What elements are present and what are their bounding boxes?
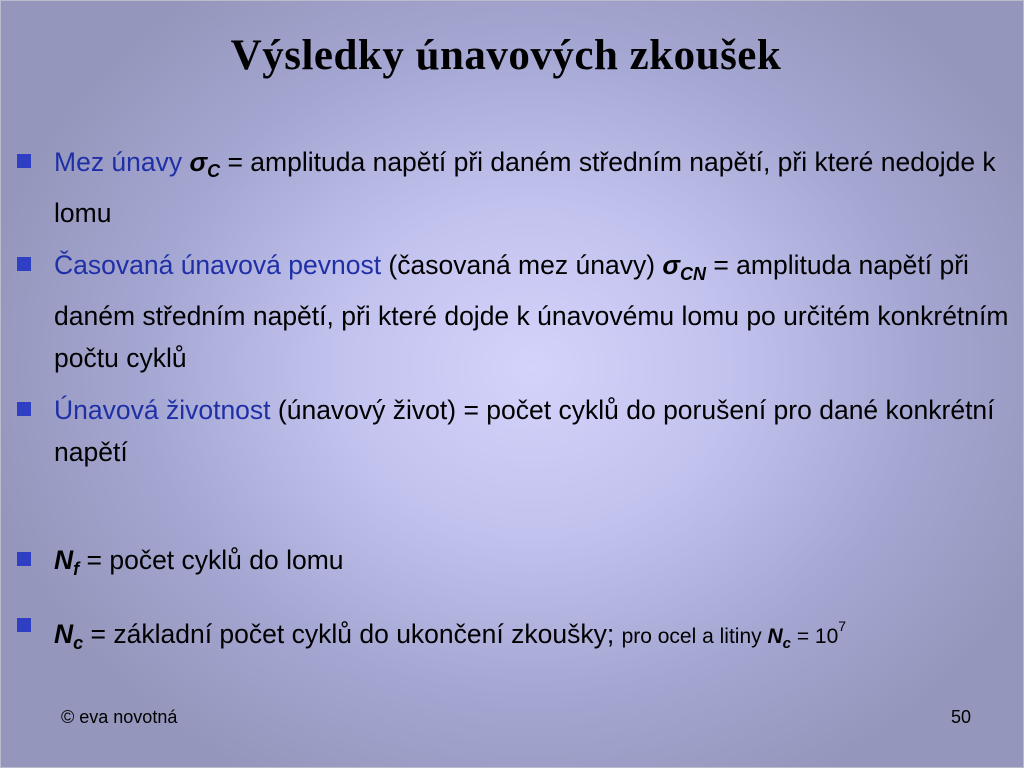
sigma-subscript: CN [679,264,706,284]
definition-text: (únavový život) = počet cyklů do porušení pro dané konkrétní napětí [54,395,995,467]
note-exponent: 7 [838,618,847,634]
n-subscript: f [73,559,80,579]
definition-text: = počet cyklů do lomu [79,545,344,575]
note-n-subscript: c [782,635,791,652]
note-n-symbol: N [767,625,783,648]
term-unavova-zivotnost: Únavová životnost [54,395,271,425]
square-bullet-icon [17,257,31,271]
n-symbol: N [54,619,74,649]
definition-text: = amplituda napětí při daném středním napětí, při které nedojde k lomu [54,147,996,228]
bullet-item-nc [15,605,1010,665]
footer-copyright: © eva novotná [61,707,178,727]
term-casovana-pevnost: Časovaná únavová pevnost [54,250,382,280]
note-text: pro ocel a litiny [621,625,768,648]
square-bullet-icon [17,618,31,632]
n-symbol: N [54,545,74,575]
slide-title: Výsledky únavových zkoušek [230,32,782,79]
bullet-item-mez-unavy [15,141,1010,234]
page-number: 50 [950,707,971,727]
bullet-item-casovana-pevnost [15,244,1010,379]
sigma-symbol: σ [662,250,680,280]
definition-text: = základní počet cyklů do ukončení zkoušky; [83,619,622,649]
sigma-subscript: C [207,161,221,181]
sigma-symbol: σ [189,147,208,177]
term-mez-unavy: Mez únavy [54,147,183,177]
bullet-item-unavova-zivotnost [15,389,1010,473]
bullet-list [15,141,1010,665]
square-bullet-icon [17,552,31,566]
square-bullet-icon [17,402,31,416]
bullet-item-nf [15,539,1010,590]
note-equation: = 10 [790,625,839,648]
definition-text: = amplituda napětí při daném středním napětí, při které dojde k únavovému lomu po určitém konkrétním počtu cyklů [54,250,1009,373]
square-bullet-icon [17,154,31,168]
n-subscript: c [73,633,84,653]
parenthetical-text: (časovaná mez únavy) [381,250,663,280]
